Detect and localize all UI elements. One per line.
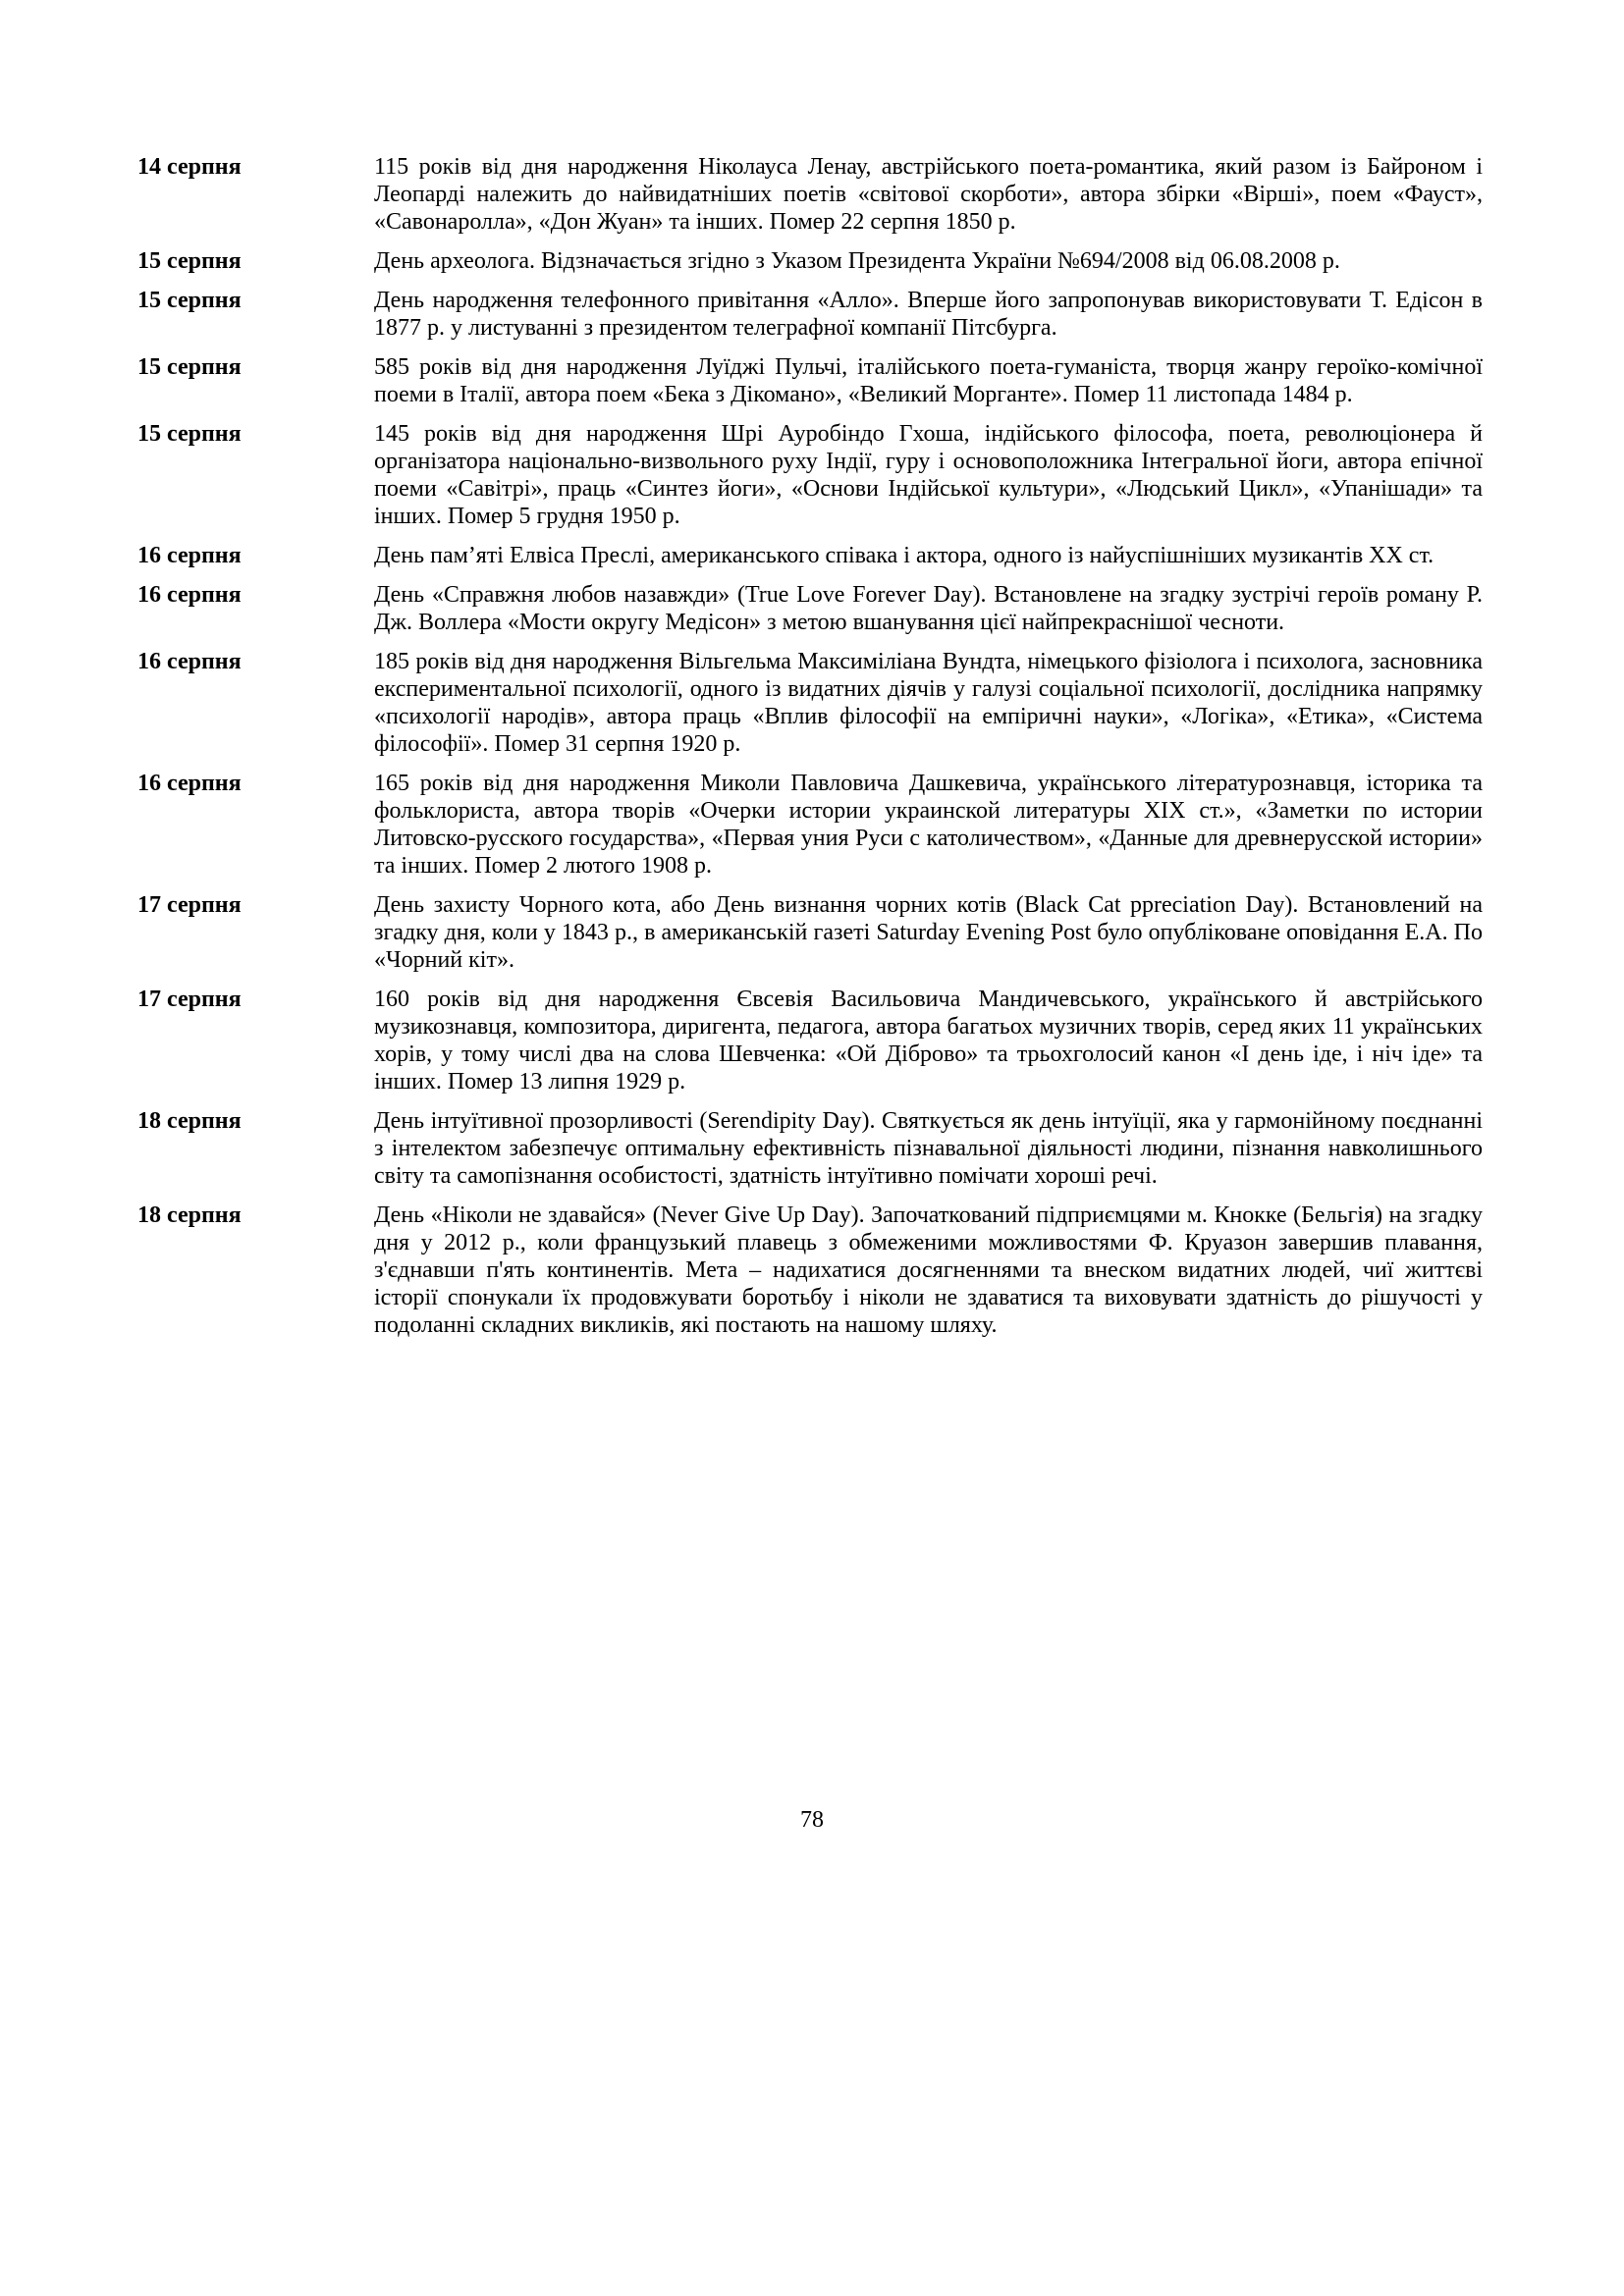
entry-date: 16 серпня (137, 582, 242, 608)
entry-date: 18 серпня (137, 1108, 242, 1134)
entry-date: 16 серпня (137, 543, 242, 568)
entry-text: 585 років від дня народження Луїджі Пульчі, італійського поета-гуманіста, творця жанру героїко-комічної поеми в Італії, автора поем «Бека з Дікомано», «Великий Морганте». Помер 11 листопада 1484 р. (374, 354, 1483, 407)
entry-text: 145 років від дня народження Шрі Ауробіндо Гхоша, індійського філософа, поета, революціонера й організатора національно-визвольного руху Індії, гуру і основоположника Інтегральної йоги, автора епічної поеми «Савітрі», праць «Синтез йоги», «Основи Індійської культури», «Людський Цикл», «Упанішади» та інших. Помер 5 грудня 1950 р. (374, 421, 1483, 529)
entry-text: День народження телефонного привітання «Алло». Вперше його запропонував використовувати Т. Едісон в 1877 р. у листуванні з президентом телеграфної компанії Пітсбурга. (374, 288, 1483, 341)
entry-text: День «Ніколи не здавайся» (Never Give Up Day). Започаткований підприємцями м. Кнокке (Бельгія) на згадку дня у 2012 р., коли французький плавець з обмеженими можливостями Ф. Круазон завершив плавання, з'єднавши п'ять континентів. Мета – надихатися досягненнями та внеском видатних людей, чиї життєві історії спонукали їх продовжувати боротьбу і ніколи не здаватися та виховувати здатність до рішучості у подоланні складних викликів, які постають на нашому шляху. (374, 1202, 1483, 1338)
calendar-entry (137, 247, 1483, 275)
entry-text: День інтуїтивної прозорливості (Serendipity Day). Святкується як день інтуїції, яка у гармонійному поєднанні з інтелектом забезпечує оптимальну ефективність пізнавальної діяльності людини, пізнання навколишнього світу та самопізнання особистості, здатність інтуїтивно помічати хороші речі. (374, 1108, 1483, 1189)
entry-date: 14 серпня (137, 154, 242, 180)
entry-text: День археолога. Відзначається згідно з Указом Президента України №694/2008 від 06.08.2008 р. (374, 248, 1340, 274)
entry-date: 16 серпня (137, 649, 242, 674)
entry-date: 15 серпня (137, 421, 242, 447)
entry-text: День захисту Чорного кота, або День визнання чорних котів (Black Cat ppreciation Day). Встановлений на згадку дня, коли у 1843 р., в американській газеті Saturday Evening Post було опубліковане оповідання Е.А. По «Чорний кіт». (374, 892, 1483, 973)
calendar-entry (137, 420, 1483, 530)
entry-date: 15 серпня (137, 288, 242, 313)
calendar-entry (137, 770, 1483, 880)
entry-text: 185 років від дня народження Вільгельма Максиміліана Вундта, німецького фізіолога і психолога, засновника експериментальної психології, одного із видатних діячів у галузі соціальної психології, дослідника напрямку «психології народів», автора праць «Вплив філософії на емпіричні науки», «Логіка», «Етика», «Система філософії». Помер 31 серпня 1920 р. (374, 649, 1483, 757)
entry-date: 17 серпня (137, 892, 242, 918)
calendar-entries (137, 153, 1483, 1351)
calendar-entry (137, 581, 1483, 636)
calendar-entry (137, 891, 1483, 974)
calendar-entry (137, 153, 1483, 236)
calendar-entry (137, 287, 1483, 342)
entry-text: 165 років від дня народження Миколи Павловича Дашкевича, українського літературознавця, історика та фольклориста, автора творів «Очерки истории украинской литературы XIX ст.», «Заметки по истории Литовско-русского государства», «Первая уния Руси с католичеством», «Данные для древнерусской истории» та інших. Помер 2 лютого 1908 р. (374, 771, 1483, 879)
entry-text: День пам’яті Елвіса Преслі, американського співака і актора, одного із найуспішніших музикантів ХХ ст. (374, 543, 1435, 568)
entry-text: 115 років від дня народження Ніколауса Ленау, австрійського поета-романтика, який разом із Байроном і Леопарді належить до найвидатніших поетів «світової скорботи», автора збірки «Вірші», поем «Фауст», «Савонаролла», «Дон Жуан» та інших. Помер 22 серпня 1850 р. (374, 154, 1483, 235)
entry-date: 15 серпня (137, 354, 242, 380)
calendar-entry (137, 648, 1483, 758)
calendar-entry (137, 1201, 1483, 1339)
entry-date: 18 серпня (137, 1202, 242, 1228)
entry-date: 16 серпня (137, 771, 242, 796)
entry-text: День «Справжня любов назавжди» (True Love Forever Day). Встановлене на згадку зустрічі героїв роману Р. Дж. Воллера «Мости округу Медісон» з метою вшанування цієї найпрекраснішої чесноти. (374, 582, 1483, 635)
calendar-entry (137, 1107, 1483, 1190)
calendar-entry (137, 542, 1483, 569)
entry-date: 17 серпня (137, 987, 242, 1012)
calendar-entry (137, 353, 1483, 408)
page-number: 78 (800, 1807, 824, 1833)
calendar-entry (137, 986, 1483, 1095)
entry-text: 160 років від дня народження Євсевія Васильовича Мандичевського, українського й австрійського музикознавця, композитора, диригента, педагога, автора багатьох музичних творів, серед яких 11 українських хорів, у тому числі два на слова Шевченка: «Ой Діброво» та трьохголосий канон «І день іде, і ніч іде» та інших. Помер 13 липня 1929 р. (374, 987, 1483, 1095)
entry-date: 15 серпня (137, 248, 242, 274)
